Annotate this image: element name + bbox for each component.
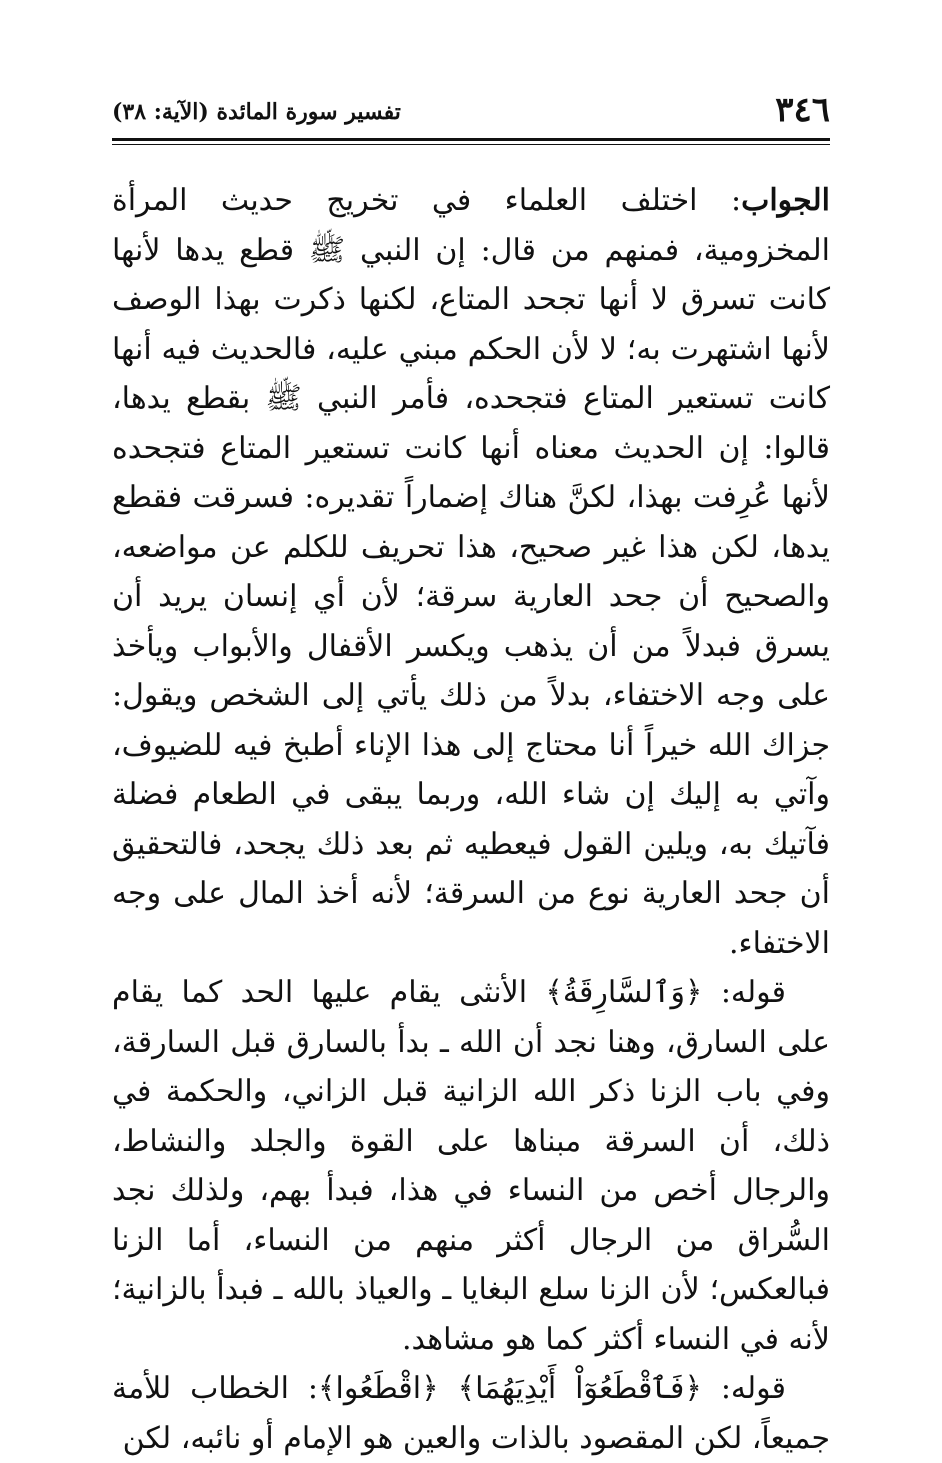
running-title: تفسير سورة المائدة (الآية: ٣٨): [112, 99, 401, 125]
header-rule-thick: [112, 138, 830, 141]
paragraph-text: : اختلف العلماء في تخريج حديث المرأة المخزومية، فمنهم من قال: إن النبي ﷺ قطع يدها لأنها كانت تسرق لا أنها تجحد المتاع، لكنها ذكرت بهذا الوصف لأنها اشتهرت به؛ لا لأن الحكم مبني عليه، فالحديث فيه أنها كانت تستعير المتاع فتجحده، فأمر النبي ﷺ بقطع يدها، قالوا: إن الحديث معناه أنها كانت تستعير المتاع فتجحده لأنها عُرِفت بهذا، لكنَّ هناك إضماراً تقديره: فسرقت فقطع يدها، لكن هذا غير صحيح، هذا تحريف للكلم عن مواضعه، والصحيح أن جحد العارية سرقة؛ لأن أي إنسان يريد أن يسرق فبدلاً من أن يذهب ويكسر الأقفال والأبواب ويأخذ على وجه الاختفاء، بدلاً من ذلك يأتي إلى الشخص ويقول: جزاك الله خيراً أنا محتاج إلى هذا الإناء أطبخ فيه للضيوف، وآتي به إليك إن شاء الله، وربما يبقى في الطعام فضلة فآتيك به، ويلين القول فيعطيه ثم بعد ذلك يجحد، فالتحقيق أن جحد العارية نوع من السرقة؛ لأنه أخذ المال على وجه الاختفاء.: [112, 183, 830, 961]
page-number: ٣٤٦: [775, 90, 830, 130]
page-header: [112, 88, 830, 148]
paragraph-text: قوله: ﴿وَٱلسَّارِقَةُ﴾ الأنثى يقام عليها الحد كما يقام على السارق، وهنا نجد أن الله ـ بدأ بالسارق قبل السارقة، وفي باب الزنا ذكر الله الزانية قبل الزاني، والحكمة في ذلك، أن السرقة مبناها على القوة والجلد والنشاط، والرجال أخص من النساء في هذا، فبدأ بهم، ولذلك نجد السُّراق من الرجال أكثر منهم من النساء، أما الزنا فبالعكس؛ لأن الزنا سلع البغايا ـ والعياذ بالله ـ فبدأ بالزانية؛ لأنه في النساء أكثر كما هو مشاهد.: [112, 975, 830, 1357]
paragraph-cut-hands: [112, 1364, 830, 1463]
paragraph-female-thief: [112, 968, 830, 1364]
answer-lead-term: الجواب: [741, 183, 830, 218]
paragraph-answer: [112, 176, 830, 968]
paragraph-text: قوله: ﴿فَٱقْطَعُوٓاْ أَيْدِيَهُمَا﴾ ﴿اقْطَعُوا﴾: الخطاب للأمة جميعاً، لكن المقصود بالذات والعين هو الإمام أو نائبه، لكن: [112, 1371, 830, 1456]
body-text: [112, 176, 830, 1463]
header-rule-thin: [112, 144, 830, 145]
